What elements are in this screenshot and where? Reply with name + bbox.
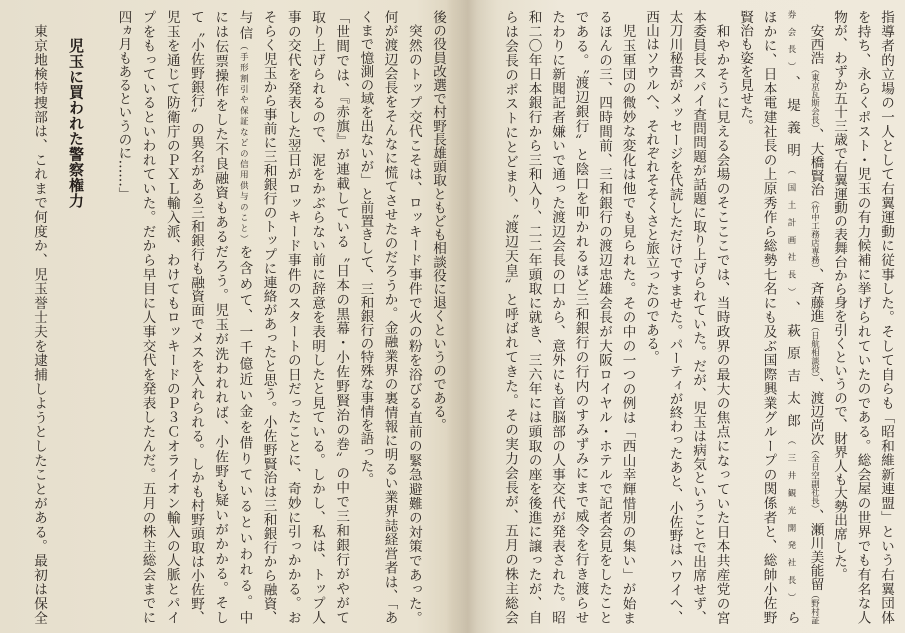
text-column: 取り上げられるので、泥をかぶらない前に辞意を表明したと見ている。しかし、私は、トップ人 xyxy=(309,10,325,624)
text-column: プをもっているといわれていた。だから早目に人事交代を発表したんだ。五月の株主総会までに xyxy=(139,10,156,624)
text-column: 和やかそうに見える会場のそこここでは、当時政界の最大の焦点になっていた日本共産党の宮 xyxy=(713,23,730,624)
text-column: 事の交代を発表した翌日がロッキード事件のスタートの日だったことに、奇妙に引っかかる。お xyxy=(284,10,301,624)
parenthetical-note: 券会長） xyxy=(787,10,797,76)
parenthetical-note: （手形割引や保証などの信用供与のこと） xyxy=(239,41,250,246)
text-column: くまで憶測の域を出ないが」と前置きして、三和銀行の特殊な事情を語った。 xyxy=(357,10,374,486)
text-column: 本委員長スパイ査問問題が話題に取り上げられていた。だが、児玉は病気ということで出席せず、 xyxy=(690,10,706,624)
text-column: を持ち、永らくポスト・児玉の有力候補に挙げられていたのである。総会屋の世界でも有名な人 xyxy=(854,10,871,624)
parenthetical-note: （野村証 xyxy=(810,590,821,624)
text-column: 券会長）、堤義明（国土計画社長）、萩原吉太郎（三井観光開発社長）ら xyxy=(784,10,800,624)
text-column: である。〝渡辺銀行〟と陰口を叩かれるほど三和銀行の行内のすみずみにまで威令を行き渡らせ xyxy=(572,10,589,624)
text-column: 物が、わずか五十三歳で右翼運動の表舞台から身を引くというので、財界人も大勢出席した。 xyxy=(831,10,847,582)
section-heading: 児玉に買われた警察権力 xyxy=(67,38,85,209)
text-column: 児玉軍団の微妙な変化は他でも見られた。その中の一つの例は「西山幸輝惜別の集い」が始ま xyxy=(619,23,636,624)
text-column: 「世間では、『赤旗』が連載している〝日本の黒幕・小佐野賢治の巻〟の中で三和銀行がやがて xyxy=(333,10,350,624)
parenthetical-note: （竹中工務店専務） xyxy=(810,195,821,268)
text-column: 四ヵ月もあるというのに……」 xyxy=(115,10,132,201)
text-column: ほかに、日本電建社長の上原秀作ら総勢七名にも及ぶ国際興業グループの関係者と、総帥小佐野 xyxy=(760,10,777,624)
text-column: 後の役員改選で村野長雄頭取ともども相談役に退くというのである。 xyxy=(430,10,446,432)
parenthetical-note: （三井観光開発社長） xyxy=(787,436,797,611)
text-column: 西山はソウルへ、それぞれそそくさと旅立ったのである。 xyxy=(643,10,659,364)
text-column: 児玉を通じて防衛庁のＰＸＬ輸入派、わけてもロッキードのＰ３Ｃオライオン輸入の人脈とパイ xyxy=(163,10,180,624)
text-column: 賢治も姿を見せた。 xyxy=(737,10,753,133)
text-column: 太刀川秘書がメッセージを代読しただけですませた。パーティが終わったあと、小佐野はハワイへ、 xyxy=(666,10,683,624)
text-column: そらく児玉から事前に三和銀行のトップに連絡があったと思う。小佐野賢治は三和銀行から融資、 xyxy=(260,10,277,624)
text-column: 指導者的立場の一人として右翼運動に従事した。そして自らも「昭和維新連盟」という右翼団体 xyxy=(878,10,894,624)
text-column: 突然のトップ交代こそは、ロッキード事件で火の粉を浴びる直前の緊急避難の対策であった。 xyxy=(405,23,422,624)
text-column: 与信（手形割引や保証などの信用供与のこと）を含めて、一千億近い金を借りているといわれる。中 xyxy=(236,10,253,624)
text-column: 東京地検特捜部は、これまで何度か、児玉誉士夫を逮捕しようとしたことがある。最初は保全 xyxy=(31,23,47,624)
parenthetical-note: （全日空副社長） xyxy=(810,445,821,509)
text-column: 何が渡辺会長をそんなに慌てさせたのだろうか。金融業界の裏情報に明るい業界誌経営者は、「あ xyxy=(381,10,398,624)
text-column: らは会長のポストにとどまり、〝渡辺天皇〟と呼ばれてきた。その実力会長が、五月の株主総会 xyxy=(502,10,518,624)
parenthetical-note: （日航相談役） xyxy=(810,322,821,378)
text-column: 安西浩（東京瓦斯会長）、大橋賢治（竹中工務店専務）、斉藤進（日航相談役）、渡辺尚次（全日空副社長）、瀬川美能留（野村証 xyxy=(807,23,824,624)
parenthetical-note: （国土計画社長） xyxy=(787,165,797,301)
text-column: たわりに新聞記者嫌いで通った渡辺会長の口から、意外にも首脳部の人事交代が発表された。昭 xyxy=(549,10,565,624)
page-gutter xyxy=(446,0,498,633)
text-column: るほんの三、四時間前、三和銀行の渡辺忠雄会長が大阪ロイヤル・ホテルで記者会見をしたこと xyxy=(596,10,612,624)
text-column: て〝小佐野銀行〟の異名がある三和銀行も融資面でメスを入れられる。しかも村野頭取は小佐野、 xyxy=(188,10,204,624)
parenthetical-note: （東京瓦斯会長） xyxy=(810,64,821,128)
text-column: には伝票操作をした不良融資もあるだろう。児玉が洗われれば、小佐野も疑いがかかる。そし xyxy=(212,10,229,624)
text-column: 和二〇年日本銀行から三和入り、二二年頭取に就き、三六年には頭取の座を後進に譲ったが、自 xyxy=(525,10,542,624)
right-page xyxy=(458,0,905,633)
